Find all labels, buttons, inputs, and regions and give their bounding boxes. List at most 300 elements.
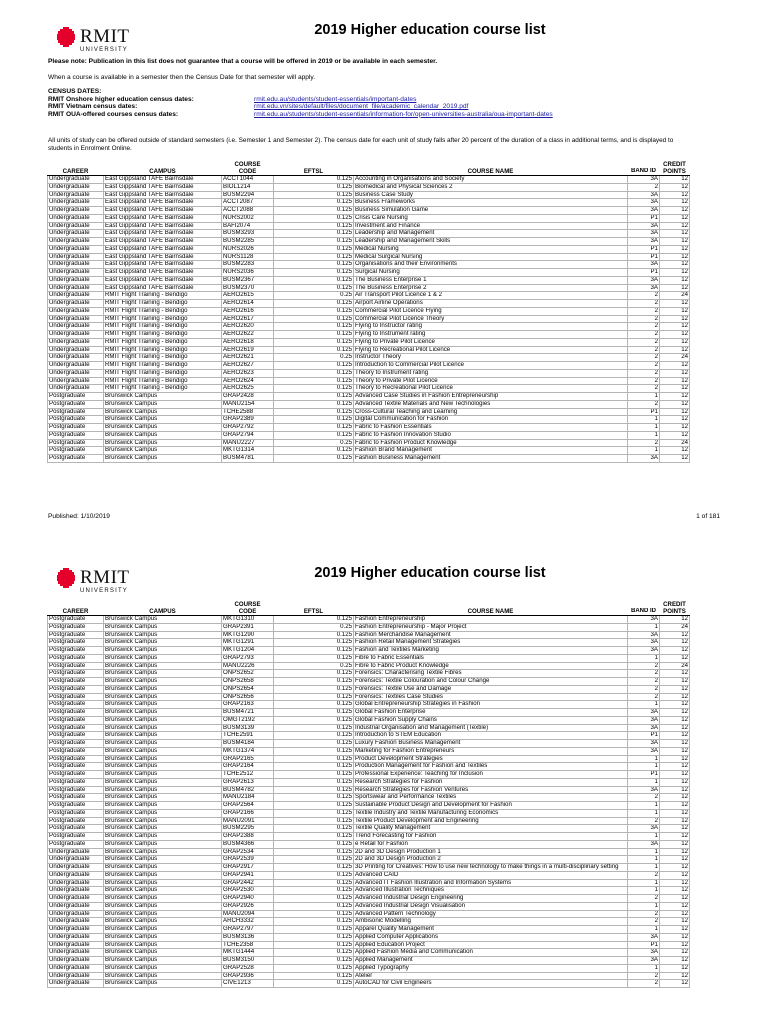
- cell-course-code: AERO2615: [222, 292, 274, 300]
- table-row: [48, 424, 690, 432]
- header-course-name: COURSE NAME: [354, 608, 628, 616]
- cell-course-name: Air Transport Pilot Licence 1 & 2: [354, 292, 628, 300]
- cell-course-code: ARCH3332: [222, 918, 274, 926]
- cell-career: Undergraduate: [48, 176, 104, 184]
- cell-eftsl: 0.125: [274, 631, 354, 639]
- cell-career: Postgraduate: [48, 825, 104, 833]
- cell-band-id: 3A: [628, 261, 660, 269]
- cell-eftsl: 0.125: [274, 732, 354, 740]
- cell-credit-points: 12: [660, 871, 690, 879]
- cell-course-name: 3D Printing for Creatives: How to use new technology to make things in a multi-disciplinary setting: [354, 864, 628, 872]
- cell-eftsl: 0.125: [274, 207, 354, 215]
- cell-course-code: ACCT2087: [222, 199, 274, 207]
- cell-eftsl: 0.125: [274, 377, 354, 385]
- header-blank: [628, 161, 660, 168]
- census-link-vietnam[interactable]: rmit.edu.vn/sites/default/files/document_file/academic_calendar_2019.pdf: [254, 103, 469, 111]
- table-row: [48, 245, 690, 253]
- cell-eftsl: 0.125: [274, 802, 354, 810]
- cell-band-id: P1: [628, 214, 660, 222]
- cell-campus: East Gippsland TAFE Bairnsdale: [104, 284, 222, 292]
- cell-campus: Brunswick Campus: [104, 701, 222, 709]
- cell-eftsl: 0.125: [274, 980, 354, 988]
- cell-course-code: BUSM2294: [222, 191, 274, 199]
- cell-career: Undergraduate: [48, 315, 104, 323]
- cell-campus: Brunswick Campus: [104, 455, 222, 463]
- cell-campus: Brunswick Campus: [104, 840, 222, 848]
- table-row: [48, 933, 690, 941]
- cell-campus: Brunswick Campus: [104, 972, 222, 980]
- cell-campus: Brunswick Campus: [104, 662, 222, 670]
- cell-campus: Brunswick Campus: [104, 933, 222, 941]
- cell-eftsl: 0.125: [274, 261, 354, 269]
- cell-course-name: Medical Nursing: [354, 245, 628, 253]
- cell-course-code: BUSM2370: [222, 284, 274, 292]
- document-page-2: [0, 555, 768, 1024]
- cell-eftsl: 0.25: [274, 439, 354, 447]
- cell-course-name: Forensics: Textile Use and Damage: [354, 685, 628, 693]
- table-row: [48, 408, 690, 416]
- cell-eftsl: 0.25: [274, 623, 354, 631]
- cell-career: Postgraduate: [48, 732, 104, 740]
- cell-eftsl: 0.125: [274, 949, 354, 957]
- cell-career: Postgraduate: [48, 670, 104, 678]
- cell-course-code: GRAP2539: [222, 856, 274, 864]
- table-row: [48, 972, 690, 980]
- header-campus: CAMPUS: [104, 168, 222, 176]
- cell-campus: East Gippsland TAFE Bairnsdale: [104, 199, 222, 207]
- cell-campus: Brunswick Campus: [104, 416, 222, 424]
- cell-campus: Brunswick Campus: [104, 639, 222, 647]
- cell-course-name: Fashion Brand Management: [354, 447, 628, 455]
- table-row: [48, 631, 690, 639]
- cell-career: Undergraduate: [48, 879, 104, 887]
- cell-career: Postgraduate: [48, 817, 104, 825]
- cell-course-code: BUSM3150: [222, 957, 274, 965]
- header-code-top: COURSE: [234, 601, 261, 608]
- cell-eftsl: 0.125: [274, 763, 354, 771]
- cell-career: Undergraduate: [48, 354, 104, 362]
- table-row: [48, 964, 690, 972]
- cell-course-code: GRAP2797: [222, 926, 274, 934]
- cell-eftsl: 0.125: [274, 300, 354, 308]
- cell-campus: East Gippsland TAFE Bairnsdale: [104, 191, 222, 199]
- cell-career: Undergraduate: [48, 871, 104, 879]
- census-link-onshore[interactable]: rmit.edu.au/students/student-essentials/important-dates: [254, 96, 417, 103]
- cell-course-name: Production Management for Fashion and Textiles: [354, 763, 628, 771]
- pixel-circle-icon: [56, 568, 76, 588]
- cell-eftsl: 0.125: [274, 747, 354, 755]
- cell-campus: Brunswick Campus: [104, 926, 222, 934]
- rmit-logo: [56, 27, 130, 53]
- header-blank: [48, 601, 104, 608]
- cell-band-id: 1: [628, 887, 660, 895]
- cell-campus: Brunswick Campus: [104, 670, 222, 678]
- cell-eftsl: 0.125: [274, 269, 354, 277]
- cell-career: Postgraduate: [48, 740, 104, 748]
- cell-campus: Brunswick Campus: [104, 856, 222, 864]
- cell-campus: East Gippsland TAFE Bairnsdale: [104, 261, 222, 269]
- cell-campus: Brunswick Campus: [104, 864, 222, 872]
- cell-course-name: Advanced Industrial Design Engineering: [354, 895, 628, 903]
- table-row: [48, 662, 690, 670]
- cell-eftsl: 0.125: [274, 895, 354, 903]
- cell-career: Undergraduate: [48, 292, 104, 300]
- cell-course-code: GRAP2442: [222, 879, 274, 887]
- cell-credit-points: 12: [660, 176, 690, 184]
- cell-career: Undergraduate: [48, 933, 104, 941]
- cell-career: Postgraduate: [48, 685, 104, 693]
- cell-band-id: 2: [628, 385, 660, 393]
- cell-course-name: Advanced Textile Materials and New Technologies: [354, 400, 628, 408]
- cell-course-code: GRAP2564: [222, 802, 274, 810]
- cell-career: Undergraduate: [48, 276, 104, 284]
- cell-career: Undergraduate: [48, 369, 104, 377]
- cell-campus: Brunswick Campus: [104, 732, 222, 740]
- cell-credit-points: 12: [660, 346, 690, 354]
- cell-campus: Brunswick Campus: [104, 887, 222, 895]
- cell-credit-points: 12: [660, 918, 690, 926]
- cell-campus: Brunswick Campus: [104, 825, 222, 833]
- cell-credit-points: 12: [660, 245, 690, 253]
- cell-course-code: MKTG1291: [222, 639, 274, 647]
- cell-course-code: OMGT2192: [222, 716, 274, 724]
- table-row: [48, 447, 690, 455]
- cell-band-id: P1: [628, 269, 660, 277]
- cell-course-code: GRAP2917: [222, 864, 274, 872]
- cell-course-name: Organisations and their Environments: [354, 261, 628, 269]
- cell-campus: RMIT Flight Training - Bendigo: [104, 292, 222, 300]
- cell-band-id: 3A: [628, 176, 660, 184]
- table-row: [48, 331, 690, 339]
- cell-campus: East Gippsland TAFE Bairnsdale: [104, 214, 222, 222]
- cell-course-code: MKTG1314: [222, 447, 274, 455]
- cell-band-id: 3A: [628, 238, 660, 246]
- cell-band-id: 2: [628, 794, 660, 802]
- cell-course-name: Professional Experience: Teaching for Inclusion: [354, 771, 628, 779]
- cell-course-name: Global Entrepreneurship Strategies in Fashion: [354, 701, 628, 709]
- cell-band-id: 2: [628, 670, 660, 678]
- table-row: [48, 716, 690, 724]
- table-row: [48, 778, 690, 786]
- cell-career: Postgraduate: [48, 662, 104, 670]
- cell-course-code: NURS1128: [222, 253, 274, 261]
- cell-course-name: Theory to Recreational Pilot Licence: [354, 385, 628, 393]
- cell-campus: Brunswick Campus: [104, 879, 222, 887]
- cell-career: Undergraduate: [48, 253, 104, 261]
- cell-eftsl: 0.125: [274, 331, 354, 339]
- cell-course-name: Research Strategies for Fashion: [354, 778, 628, 786]
- cell-course-code: BUSM4366: [222, 840, 274, 848]
- table-row: [48, 416, 690, 424]
- table-row: [48, 214, 690, 222]
- cell-campus: Brunswick Campus: [104, 623, 222, 631]
- cell-band-id: 1: [628, 755, 660, 763]
- cell-band-id: 1: [628, 701, 660, 709]
- cell-credit-points: 12: [660, 941, 690, 949]
- cell-career: Undergraduate: [48, 338, 104, 346]
- cell-eftsl: 0.125: [274, 315, 354, 323]
- table-row: [48, 809, 690, 817]
- cell-course-name: Flying to Private Pilot Licence: [354, 338, 628, 346]
- cell-course-name: Instructor Theory: [354, 354, 628, 362]
- cell-career: Undergraduate: [48, 377, 104, 385]
- cell-credit-points: 12: [660, 654, 690, 662]
- cell-course-name: Leadership and Management Skills: [354, 238, 628, 246]
- cell-eftsl: 0.125: [274, 755, 354, 763]
- cell-course-name: Fashion Retail Management Strategies: [354, 639, 628, 647]
- cell-credit-points: 12: [660, 323, 690, 331]
- cell-campus: RMIT Flight Training - Bendigo: [104, 346, 222, 354]
- cell-course-code: GRAP2388: [222, 833, 274, 841]
- cell-eftsl: 0.125: [274, 400, 354, 408]
- cell-course-name: Advanced IT Fashion Illustration and Information Systems: [354, 879, 628, 887]
- header-blank: [354, 601, 628, 608]
- table-row: [48, 825, 690, 833]
- cell-band-id: 3A: [628, 455, 660, 463]
- cell-eftsl: 0.25: [274, 292, 354, 300]
- table-row: [48, 338, 690, 346]
- cell-campus: Brunswick Campus: [104, 616, 222, 624]
- table-row: [48, 222, 690, 230]
- semester-note: When a course is available in a semester then the Census Date for that semester will apply.: [48, 74, 316, 81]
- table-row: [48, 910, 690, 918]
- cell-career: Undergraduate: [48, 307, 104, 315]
- cell-band-id: 2: [628, 439, 660, 447]
- table-row: [48, 191, 690, 199]
- cell-career: Undergraduate: [48, 300, 104, 308]
- cell-band-id: 2: [628, 292, 660, 300]
- cell-course-name: Luxury Fashion Business Management: [354, 740, 628, 748]
- cell-eftsl: 0.25: [274, 354, 354, 362]
- table-row: [48, 755, 690, 763]
- cell-course-code: GRAP2940: [222, 895, 274, 903]
- table-row: [48, 740, 690, 748]
- cell-eftsl: 0.125: [274, 817, 354, 825]
- cell-campus: Brunswick Campus: [104, 447, 222, 455]
- cell-campus: Brunswick Campus: [104, 439, 222, 447]
- cell-course-name: Introduction to STEM Education: [354, 732, 628, 740]
- cell-course-name: Applied Management: [354, 957, 628, 965]
- cell-eftsl: 0.125: [274, 887, 354, 895]
- cell-course-code: GRAP2534: [222, 848, 274, 856]
- cell-course-name: Global Fashion Supply Chains: [354, 716, 628, 724]
- cell-course-code: ACCT1044: [222, 176, 274, 184]
- cell-career: Postgraduate: [48, 709, 104, 717]
- cell-campus: RMIT Flight Training - Bendigo: [104, 377, 222, 385]
- cell-course-code: BUSM2295: [222, 825, 274, 833]
- table-row: [48, 362, 690, 370]
- cell-career: Undergraduate: [48, 207, 104, 215]
- cell-course-name: Biomedical and Physical Sciences 2: [354, 183, 628, 191]
- census-link-oua[interactable]: rmit.edu.au/students/student-essentials/information-for/open-universities-australia/oua-important-dates: [254, 110, 553, 118]
- cell-career: Postgraduate: [48, 623, 104, 631]
- cell-eftsl: 0.125: [274, 809, 354, 817]
- cell-campus: Brunswick Campus: [104, 949, 222, 957]
- cell-campus: Brunswick Campus: [104, 902, 222, 910]
- cell-eftsl: 0.125: [274, 616, 354, 624]
- page-number: 1 of 181: [696, 513, 720, 520]
- cell-course-code: GRAP2528: [222, 964, 274, 972]
- cell-campus: Brunswick Campus: [104, 408, 222, 416]
- cell-credit-points: 12: [660, 840, 690, 848]
- header-code-bottom: CODE: [222, 168, 274, 176]
- cell-course-name: Forensics: Textiles Case Studies: [354, 693, 628, 701]
- header-career: CAREER: [48, 608, 104, 616]
- cell-eftsl: 0.125: [274, 840, 354, 848]
- cell-course-code: MANU2154: [222, 400, 274, 408]
- cell-eftsl: 0.125: [274, 693, 354, 701]
- cell-band-id: 2: [628, 678, 660, 686]
- cell-eftsl: 0.125: [274, 346, 354, 354]
- table-row: [48, 957, 690, 965]
- cell-campus: RMIT Flight Training - Bendigo: [104, 323, 222, 331]
- header-credit-top: CREDIT: [663, 601, 686, 608]
- table-row: [48, 724, 690, 732]
- cell-credit-points: 12: [660, 949, 690, 957]
- cell-band-id: 2: [628, 662, 660, 670]
- header-credit-bottom: POINTS: [660, 608, 690, 616]
- cell-credit-points: 12: [660, 647, 690, 655]
- cell-eftsl: 0.125: [274, 639, 354, 647]
- cell-career: Undergraduate: [48, 941, 104, 949]
- cell-eftsl: 0.125: [274, 654, 354, 662]
- cell-credit-points: 12: [660, 724, 690, 732]
- table-row: [48, 926, 690, 934]
- table-row: [48, 771, 690, 779]
- cell-credit-points: 12: [660, 957, 690, 965]
- cell-credit-points: 12: [660, 887, 690, 895]
- cell-course-code: BUSM4781: [222, 455, 274, 463]
- cell-course-code: GRAP2793: [222, 654, 274, 662]
- cell-course-code: MANU2094: [222, 910, 274, 918]
- cell-campus: Brunswick Campus: [104, 685, 222, 693]
- cell-course-code: GRAP2794: [222, 431, 274, 439]
- cell-campus: East Gippsland TAFE Bairnsdale: [104, 269, 222, 277]
- cell-band-id: 3A: [628, 616, 660, 624]
- cell-course-code: ONPS2658: [222, 678, 274, 686]
- cell-campus: Brunswick Campus: [104, 654, 222, 662]
- cell-band-id: P1: [628, 253, 660, 261]
- cell-campus: Brunswick Campus: [104, 786, 222, 794]
- cell-band-id: 3A: [628, 747, 660, 755]
- cell-career: Undergraduate: [48, 284, 104, 292]
- cell-band-id: 2: [628, 300, 660, 308]
- cell-campus: RMIT Flight Training - Bendigo: [104, 315, 222, 323]
- cell-course-name: Advanced Pattern Technology: [354, 910, 628, 918]
- cell-credit-points: 12: [660, 191, 690, 199]
- cell-course-code: BUSM3139: [222, 724, 274, 732]
- cell-career: Postgraduate: [48, 408, 104, 416]
- cell-campus: East Gippsland TAFE Bairnsdale: [104, 245, 222, 253]
- table-row: [48, 183, 690, 191]
- cell-career: Undergraduate: [48, 848, 104, 856]
- table-row: [48, 346, 690, 354]
- cell-course-code: GRAP2389: [222, 416, 274, 424]
- cell-career: Undergraduate: [48, 269, 104, 277]
- cell-eftsl: 0.125: [274, 276, 354, 284]
- cell-course-name: Medical Surgical Nursing: [354, 253, 628, 261]
- cell-eftsl: 0.125: [274, 431, 354, 439]
- cell-eftsl: 0.125: [274, 385, 354, 393]
- cell-credit-points: 12: [660, 879, 690, 887]
- cell-credit-points: 12: [660, 393, 690, 401]
- cell-career: Undergraduate: [48, 856, 104, 864]
- cell-course-name: Investment and Finance: [354, 222, 628, 230]
- cell-campus: East Gippsland TAFE Bairnsdale: [104, 276, 222, 284]
- cell-course-code: MKTG1374: [222, 747, 274, 755]
- cell-course-code: ONPS2654: [222, 685, 274, 693]
- cell-band-id: 1: [628, 424, 660, 432]
- table-row: [48, 654, 690, 662]
- cell-career: Postgraduate: [48, 455, 104, 463]
- cell-campus: Brunswick Campus: [104, 693, 222, 701]
- cell-band-id: 1: [628, 964, 660, 972]
- cell-career: Postgraduate: [48, 763, 104, 771]
- table-row: [48, 871, 690, 879]
- cell-campus: Brunswick Campus: [104, 755, 222, 763]
- table-row: [48, 840, 690, 848]
- cell-course-code: MKTG1444: [222, 949, 274, 957]
- cell-eftsl: 0.125: [274, 369, 354, 377]
- cell-course-code: AERO2619: [222, 346, 274, 354]
- cell-band-id: 2: [628, 871, 660, 879]
- cell-career: Undergraduate: [48, 972, 104, 980]
- cell-band-id: 1: [628, 654, 660, 662]
- cell-band-id: 2: [628, 354, 660, 362]
- cell-credit-points: 12: [660, 455, 690, 463]
- cell-band-id: 2: [628, 918, 660, 926]
- cell-career: Postgraduate: [48, 431, 104, 439]
- cell-eftsl: 0.125: [274, 964, 354, 972]
- cell-career: Postgraduate: [48, 678, 104, 686]
- table-row: [48, 261, 690, 269]
- cell-credit-points: 12: [660, 284, 690, 292]
- cell-credit-points: 12: [660, 338, 690, 346]
- cell-course-name: Fabric to Fashion Essentials: [354, 424, 628, 432]
- table-row: [48, 238, 690, 246]
- cell-credit-points: 12: [660, 895, 690, 903]
- cell-course-name: Flying to Recreational Pilot Licence: [354, 346, 628, 354]
- cell-campus: Brunswick Campus: [104, 817, 222, 825]
- table-row: [48, 833, 690, 841]
- cell-course-name: Fashion Merchandise Management: [354, 631, 628, 639]
- census-dates: [48, 88, 553, 118]
- cell-campus: Brunswick Campus: [104, 802, 222, 810]
- cell-campus: Brunswick Campus: [104, 871, 222, 879]
- cell-campus: Brunswick Campus: [104, 778, 222, 786]
- cell-course-name: Textile Quality Management: [354, 825, 628, 833]
- course-table-body: [48, 176, 690, 463]
- cell-career: Undergraduate: [48, 910, 104, 918]
- cell-course-code: BUSM4184: [222, 740, 274, 748]
- cell-course-name: Ambisonic Modelling: [354, 918, 628, 926]
- cell-credit-points: 12: [660, 747, 690, 755]
- cell-career: Postgraduate: [48, 447, 104, 455]
- cell-band-id: 2: [628, 369, 660, 377]
- study-units-paragraph: All units of study can be offered outside of standard semesters (i.e. Semester 1 and Semester 2). The census date for each unit of study falls after 20 percent of the duration of a class in additional terms, and is displayed to students in Enrolment Online.: [48, 137, 674, 153]
- table-row: [48, 895, 690, 903]
- cell-career: Postgraduate: [48, 701, 104, 709]
- cell-campus: RMIT Flight Training - Bendigo: [104, 385, 222, 393]
- cell-credit-points: 12: [660, 424, 690, 432]
- cell-band-id: P1: [628, 941, 660, 949]
- cell-band-id: 3A: [628, 825, 660, 833]
- cell-course-name: Advanced Case Studies in Fashion Entrepreneurship: [354, 393, 628, 401]
- table-row: [48, 693, 690, 701]
- cell-career: Undergraduate: [48, 261, 104, 269]
- cell-career: Postgraduate: [48, 778, 104, 786]
- cell-credit-points: 12: [660, 732, 690, 740]
